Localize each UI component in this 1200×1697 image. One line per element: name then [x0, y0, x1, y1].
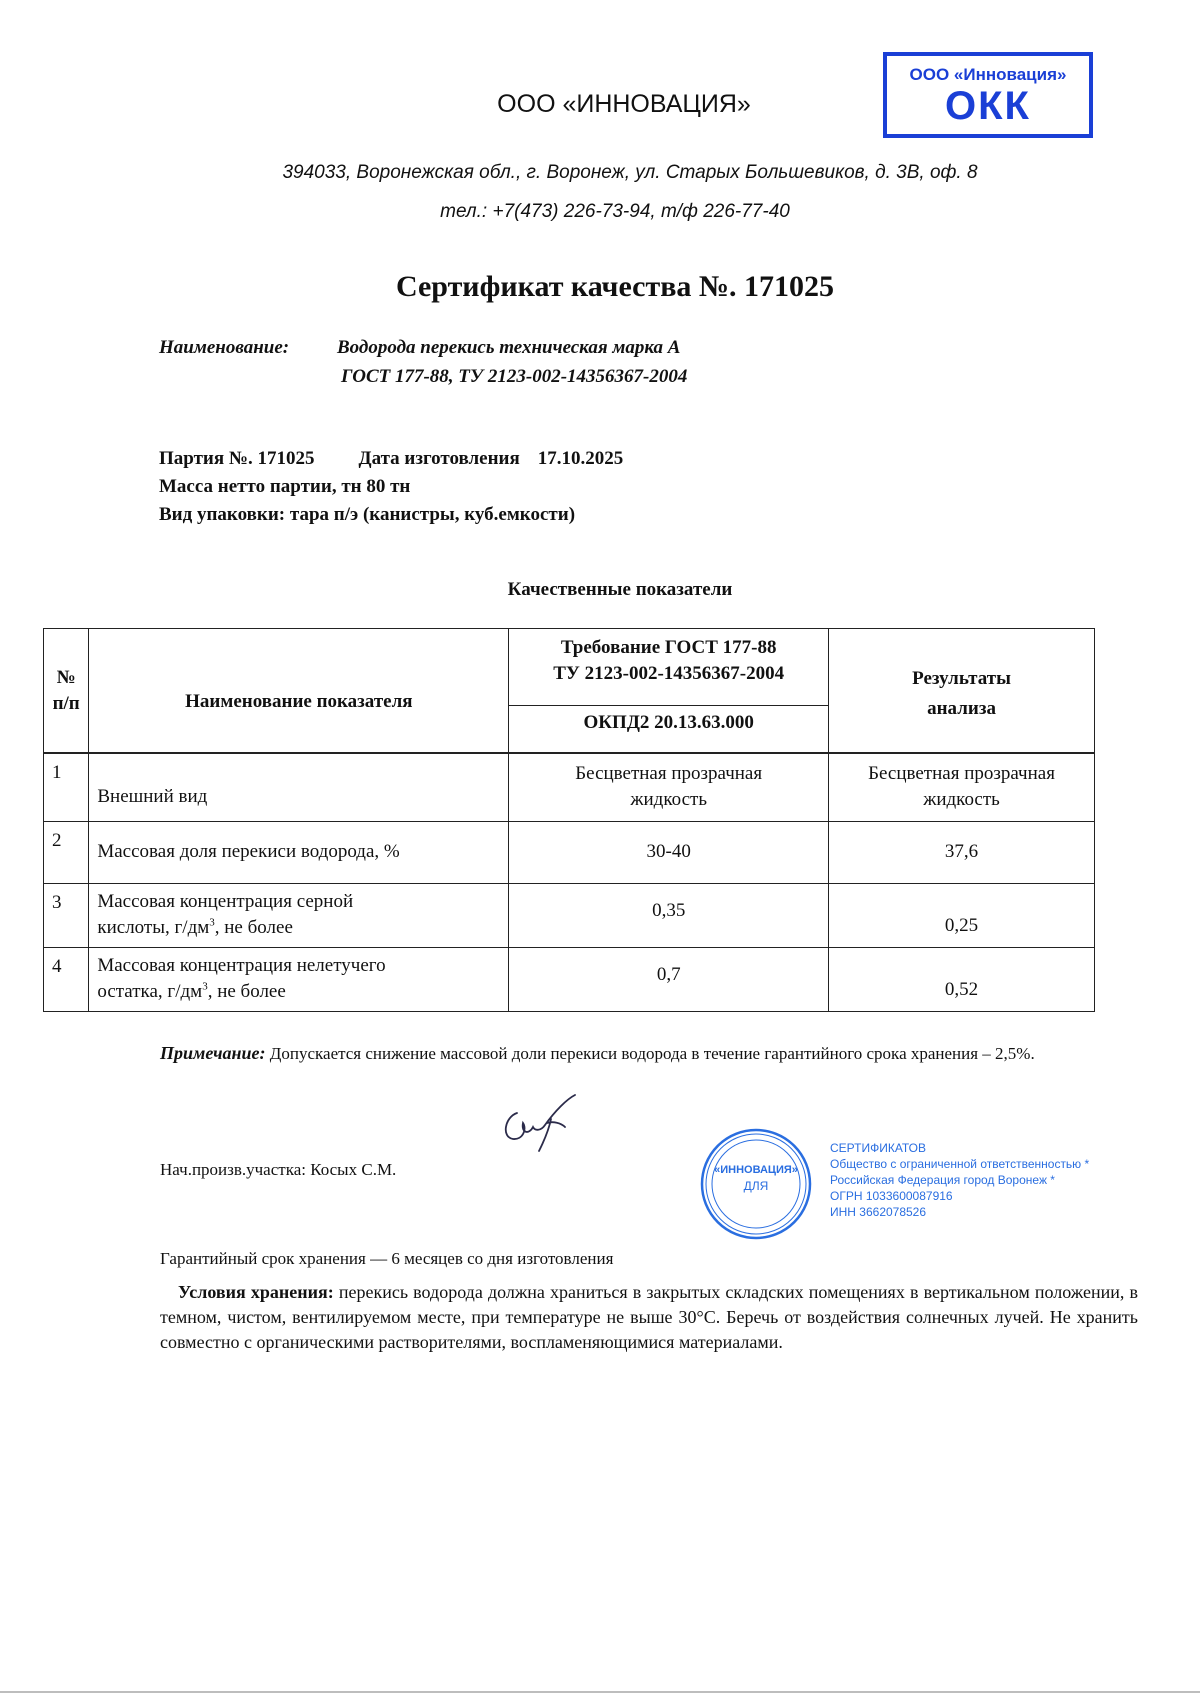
indicator-unit-sup: 3	[209, 916, 215, 929]
round-stamp-inn: ИНН 3662078526	[830, 1205, 927, 1219]
result-line1: 0,25	[944, 914, 979, 936]
round-seal-stamp	[700, 1128, 812, 1240]
result-line2: жидкость	[923, 789, 1000, 811]
table-row	[44, 753, 1095, 821]
row-indicator	[89, 947, 509, 1011]
table-caption: Качественные показатели	[507, 579, 733, 600]
batch-label: Партия №.	[159, 448, 253, 469]
header-num-line1: №	[56, 666, 76, 688]
date-value: 17.10.2025	[537, 448, 624, 469]
header-results-line1: Результаты	[912, 667, 1011, 689]
row-requirement	[509, 883, 829, 947]
okk-stamp-label: ОКК	[945, 84, 1031, 128]
indicator-line1: Массовая доля перекиси водорода, %	[97, 841, 400, 862]
result-line1: 37,6	[944, 841, 979, 862]
product-block	[159, 337, 687, 395]
row-indicator	[89, 753, 509, 821]
header-okpd: ОКПД2 20.13.63.000	[509, 706, 829, 754]
batch-mass: Масса нетто партии, тн 80 тн	[159, 476, 411, 497]
company-phone: тел.: +7(473) 226-73-94, т/ф 226-77-40	[440, 201, 790, 222]
round-stamp-company: «ИННОВАЦИЯ»	[714, 1164, 798, 1176]
result-line1: Бесцветная прозрачная	[868, 763, 1055, 785]
batch-number: 171025	[257, 448, 315, 469]
row-result	[829, 947, 1095, 1011]
row-result	[829, 821, 1095, 883]
header-requirement-line1: Требование ГОСТ 177-88	[560, 637, 777, 658]
table-row	[44, 947, 1095, 1011]
product-name: Водорода перекись техническая марка А	[337, 337, 681, 358]
product-standards: ГОСТ 177-88, ТУ 2123-002-14356367-2004	[341, 366, 688, 387]
indicator-line1: Массовая концентрация серной	[97, 891, 354, 912]
storage-conditions	[160, 1280, 1138, 1355]
requirement-line2: жидкость	[630, 789, 707, 811]
row-requirement	[509, 947, 829, 1011]
header-indicator: Наименование показателя	[89, 629, 509, 754]
row-indicator	[89, 883, 509, 947]
row-requirement	[509, 821, 829, 883]
row-number: 1	[44, 753, 89, 821]
product-label: Наименование:	[159, 337, 290, 358]
certificate-title: Сертификат качества №. 171025	[395, 270, 835, 303]
storage-text: перекись водорода должна храниться в закрытых складских помещениях в вертикальном положении, в темном, чистом, вентилируемом месте, при температуре не выше 30°С. Беречь от воздействия солнечных лучей. Не хранить совместно с органическими растворителями, воспламеняющимися материалами.	[160, 1282, 1138, 1352]
requirement-line1: 0,35	[652, 899, 686, 921]
note-text: Допускается снижение массовой доли перекиси водорода в течение гарантийного срока хранения – 2,5%.	[269, 1044, 1035, 1063]
batch-block	[159, 448, 623, 532]
round-stamp-center-line1: ДЛЯ	[743, 1179, 769, 1193]
round-stamp-center-line2: СЕРТИФИКАТОВ	[830, 1141, 927, 1155]
row-number: 3	[44, 883, 89, 947]
indicator-tail: , не более	[214, 917, 293, 938]
header-requirement	[509, 629, 829, 706]
round-stamp-legend	[830, 1140, 1130, 1220]
round-stamp-ogrn: ОГРН 1033600087916	[830, 1189, 953, 1203]
header-requirement-line2: ТУ 2123-002-14356367-2004	[553, 663, 785, 684]
note-label: Примечание:	[160, 1043, 266, 1063]
page-bottom-edge	[0, 1691, 1200, 1693]
header-num	[44, 629, 89, 754]
signature-mark	[495, 1093, 585, 1153]
round-stamp-outer-text: Общество с ограниченной ответственностью * Российская Федерация город Воронеж *	[830, 1157, 1090, 1187]
row-number: 4	[44, 947, 89, 1011]
quality-table	[43, 628, 1095, 1012]
row-number: 2	[44, 821, 89, 883]
table-row	[44, 883, 1095, 947]
table-row	[44, 821, 1095, 883]
okk-stamp	[883, 52, 1093, 138]
header-results	[829, 629, 1095, 754]
indicator-line2: остатка, г/дм	[97, 981, 203, 1002]
requirement-line1: 0,7	[656, 963, 681, 985]
indicator-line2: кислоты, г/дм	[97, 917, 210, 938]
date-label: Дата изготовления	[358, 448, 520, 469]
row-requirement	[509, 753, 829, 821]
result-line1: 0,52	[944, 978, 979, 1000]
requirement-line1: 30-40	[646, 841, 691, 862]
batch-packaging: Вид упаковки: тара п/э (канистры, куб.емкости)	[159, 504, 576, 525]
indicator-unit-sup: 3	[202, 980, 208, 993]
note	[160, 1041, 1080, 1066]
okk-stamp-company: ООО «Инновация»	[909, 65, 1067, 84]
storage-label: Условия хранения:	[178, 1282, 334, 1302]
requirement-line1: Бесцветная прозрачная	[575, 763, 763, 785]
header-results-line2: анализа	[927, 697, 996, 719]
header-num-line2: п/п	[52, 692, 80, 714]
row-indicator	[89, 821, 509, 883]
indicator-tail: , не более	[207, 981, 286, 1002]
indicator-line1: Внешний вид	[97, 786, 208, 808]
row-result	[829, 753, 1095, 821]
guarantee-period: Гарантийный срок хранения — 6 месяцев со дня изготовления	[160, 1249, 614, 1268]
round-stamp-center	[700, 1162, 812, 1194]
company-address: 394033, Воронежская обл., г. Воронеж, ул. Старых Большевиков, д. 3В, оф. 8	[282, 162, 978, 183]
company-name: ООО «ИННОВАЦИЯ»	[497, 90, 751, 118]
indicator-line1: Массовая концентрация нелетучего	[97, 955, 386, 976]
responsible-person: Нач.произв.участка: Косых С.М.	[160, 1160, 397, 1179]
row-result	[829, 883, 1095, 947]
